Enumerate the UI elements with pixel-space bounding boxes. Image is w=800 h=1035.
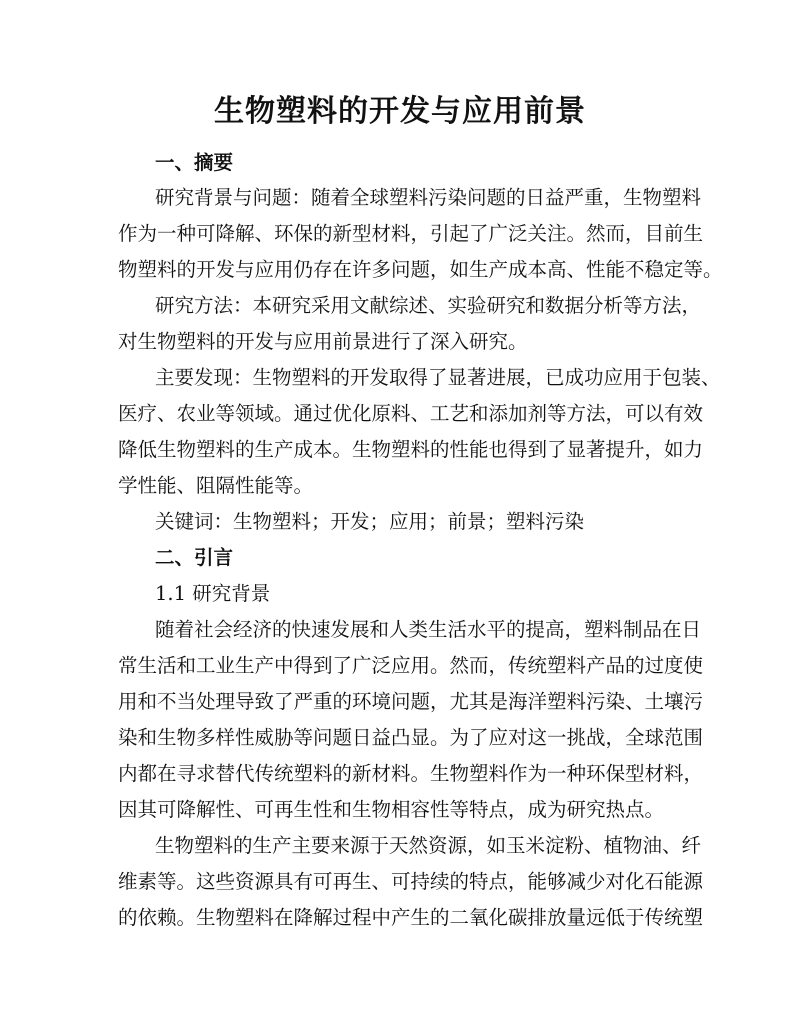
abstract-background-line: 物塑料的开发与应用仍存在许多问题，如生产成本高、性能不稳定等。: [118, 258, 723, 281]
intro-paragraph-line: 的依赖。生物塑料在降解过程中产生的二氧化碳排放量远低于传统塑: [118, 906, 704, 929]
abstract-background-line: 作为一种可降解、环保的新型材料，引起了广泛关注。然而，目前生: [118, 222, 704, 245]
section-heading-abstract: 一、摘要: [155, 151, 234, 174]
intro-paragraph-line: 生物塑料的生产主要来源于天然资源，如玉米淀粉、植物油、纤: [155, 834, 702, 857]
document-title: 生物塑料的开发与应用前景: [214, 94, 586, 129]
intro-paragraph-line: 维素等。这些资源具有可再生、可持续的特点，能够减少对化石能源: [118, 870, 704, 893]
intro-paragraph-line: 随着社会经济的快速发展和人类生活水平的提高，塑料制品在日: [155, 618, 702, 641]
abstract-method-line: 对生物塑料的开发与应用前景进行了深入研究。: [118, 330, 528, 353]
abstract-findings-line: 降低生物塑料的生产成本。生物塑料的性能也得到了显著提升，如力: [118, 438, 704, 461]
abstract-findings-line: 学性能、阻隔性能等。: [118, 474, 314, 497]
intro-paragraph-line: 内都在寻求替代传统塑料的新材料。生物塑料作为一种环保型材料，: [118, 762, 704, 785]
intro-paragraph-line: 用和不当处理导致了严重的环境问题，尤其是海洋塑料污染、土壤污: [118, 690, 704, 713]
abstract-findings-line: 医疗、农业等领域。通过优化原料、工艺和添加剂等方法，可以有效: [118, 402, 704, 425]
keywords-line: 关键词：生物塑料；开发；应用；前景；塑料污染: [155, 510, 585, 533]
intro-paragraph-line: 常生活和工业生产中得到了广泛应用。然而，传统塑料产品的过度使: [118, 654, 704, 677]
abstract-background-line: 研究背景与问题：随着全球塑料污染问题的日益严重，生物塑料: [155, 186, 702, 209]
intro-paragraph-line: 染和生物多样性威胁等问题日益凸显。为了应对这一挑战，全球范围: [118, 726, 704, 749]
subsection-heading-research-background: 1.1 研究背景: [155, 582, 271, 605]
abstract-findings-line: 主要发现：生物塑料的开发取得了显著进展，已成功应用于包装、: [155, 366, 721, 389]
section-heading-introduction: 二、引言: [155, 546, 234, 569]
abstract-method-line: 研究方法：本研究采用文献综述、实验研究和数据分析等方法，: [155, 294, 702, 317]
intro-paragraph-line: 因其可降解性、可再生性和生物相容性等特点，成为研究热点。: [118, 798, 665, 821]
